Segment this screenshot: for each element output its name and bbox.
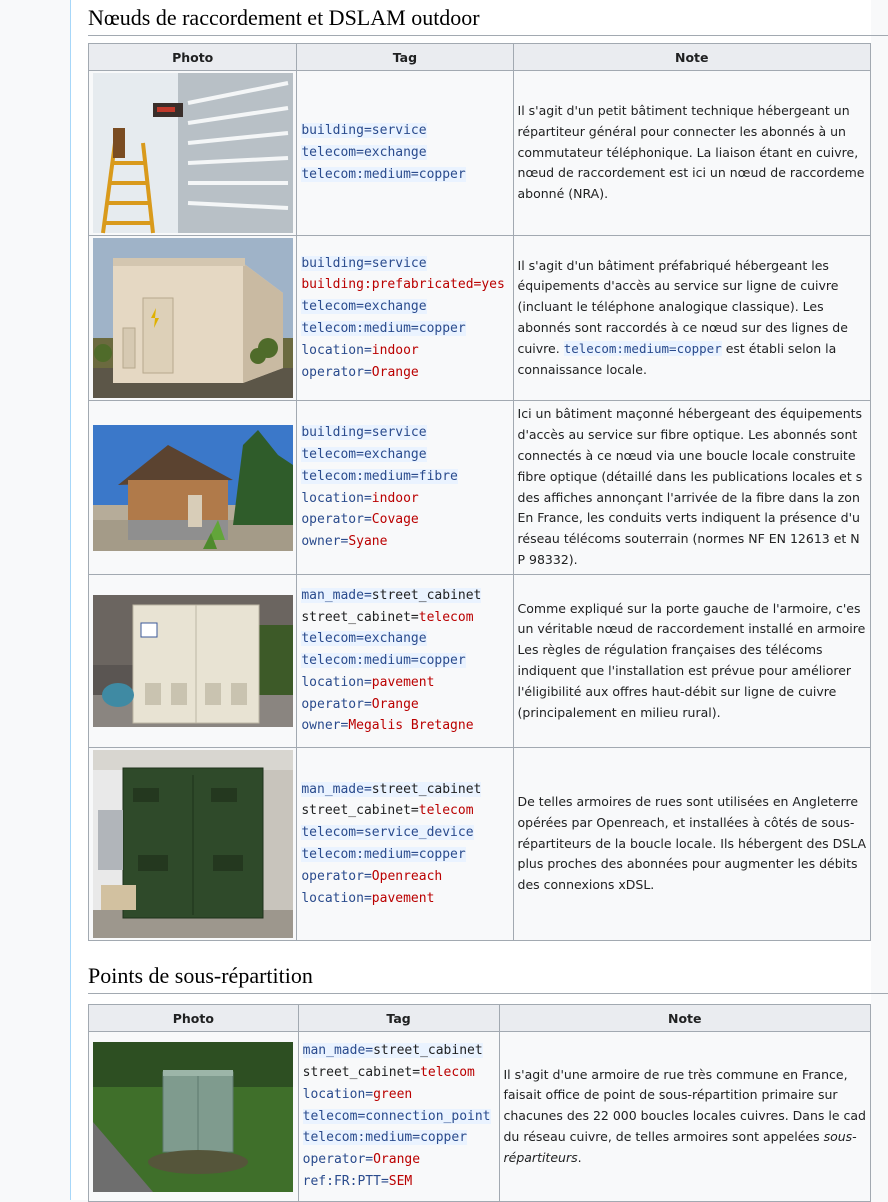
tag-key[interactable]: telecom:medium — [301, 321, 411, 336]
note-line: abonné (NRA). — [517, 186, 609, 202]
note-cell — [513, 71, 870, 236]
tag-key[interactable]: telecom — [301, 631, 357, 647]
tag-cell: man_made=street_cabinet street_cabinet=telecom telecom=exchange telecom:medium=copper location=pavement operator=Orange owner=Megalis Bretagne — [297, 575, 513, 748]
note-line: chacunes des 22 000 boucles locales cuivres. Dans le cad — [503, 1108, 866, 1124]
note-line: indiquent que l'installation est prévue pour améliorer — [517, 663, 852, 678]
note-line: (incluant le téléphone analogique classique). Les — [517, 299, 824, 315]
note-line: répartiteurs. — [503, 1149, 582, 1165]
note-line: un véritable nœud de raccordement installé en armoire — [517, 621, 866, 637]
tag-key[interactable]: telecom:medium — [301, 166, 411, 182]
note-line: abonnés sont raccordés à ce nœud sur des lignes de — [517, 320, 848, 335]
tag-key[interactable]: telecom — [301, 145, 357, 161]
tag-value[interactable]: Syane — [348, 534, 388, 550]
photo-cell — [89, 236, 297, 401]
tag-key[interactable]: telecom — [302, 1108, 358, 1124]
tag-key[interactable]: owner — [301, 534, 341, 550]
note-line: opérées par Openreach, et installées à côtés de sous- — [517, 814, 855, 830]
tag-key[interactable]: building — [301, 255, 364, 271]
column-header-tag: Tag — [297, 44, 513, 71]
note-cell — [513, 401, 870, 575]
table-row — [89, 748, 871, 941]
tag-key[interactable]: man_made — [301, 781, 364, 797]
tag-value[interactable]: service_device — [363, 825, 474, 841]
note-cell — [513, 575, 870, 748]
note-line: commutateur téléphonique. La liaison étant en cuivre, — [517, 144, 859, 160]
tag-cell: building=service telecom=exchange telecom:medium=copper — [297, 71, 513, 236]
tag-value[interactable]: Megalis Bretagne — [348, 718, 474, 734]
note-line: fibre optique (détaillé dans les publications locales et s — [517, 468, 863, 484]
tag-key[interactable]: man_made — [302, 1043, 366, 1059]
tag-key[interactable]: building — [301, 425, 364, 441]
tag-value[interactable]: SEM — [388, 1173, 413, 1189]
note-line: Il s'agit d'un bâtiment préfabriqué hébergeant les — [517, 257, 829, 273]
tag-value[interactable]: green — [373, 1086, 413, 1102]
tag-key[interactable]: operator — [301, 364, 364, 380]
note-line: du réseau cuivre, de telles armoires sont appelées sous- — [503, 1128, 857, 1144]
tag-value[interactable]: indoor — [371, 490, 419, 506]
tag-value[interactable]: connection_point — [365, 1108, 491, 1124]
tag-value[interactable]: exchange — [363, 145, 427, 161]
note-line: (principalement en milieu rural). — [517, 704, 721, 720]
column-header-tag: Tag — [298, 1005, 499, 1032]
tag-key[interactable]: street_cabinet — [301, 609, 411, 625]
section-heading-nra: Nœuds de raccordement et DSLAM outdoor — [88, 4, 888, 36]
column-header-photo: Photo — [89, 1005, 299, 1032]
table-row — [89, 575, 871, 748]
note-line: Il s'agit d'une armoire de rue très commune en France, — [503, 1066, 848, 1082]
tag-key[interactable]: telecom — [301, 825, 357, 841]
note-line: des affiches annonçant l'arrivée de la fibre dans la zon — [517, 489, 860, 505]
note-cell — [499, 1032, 871, 1202]
tag-key[interactable]: location — [301, 890, 364, 906]
tag-key[interactable]: man_made — [301, 587, 364, 603]
wooden-building-photo[interactable] — [93, 425, 293, 551]
tag-value[interactable]: exchange — [363, 446, 427, 462]
tag-value[interactable]: Orange — [371, 364, 419, 380]
tag-key[interactable]: operator — [301, 868, 364, 884]
note-line: nœud de raccordement est ici un nœud de raccordeme — [517, 165, 865, 181]
tag-key[interactable]: telecom:medium — [301, 847, 411, 862]
photo-cell — [89, 575, 297, 748]
note-line: l'éligibilité aux offres haut-débit sur ligne de cuivre — [517, 683, 837, 699]
note-line: faisait office de point de sous-répartition primaire sur — [503, 1087, 838, 1103]
note-line: plus proches des abonnées pour augmenter les débits — [517, 856, 858, 872]
tag-value[interactable]: pavement — [371, 674, 435, 690]
tag-value[interactable]: Covage — [371, 512, 419, 528]
prefab-building-photo[interactable] — [93, 238, 293, 398]
note-line: Comme expliqué sur la porte gauche de l'armoire, c'es — [517, 600, 861, 616]
tag-key[interactable]: operator — [301, 696, 364, 712]
tag-value[interactable]: service — [371, 425, 427, 441]
tag-value[interactable]: copper — [418, 166, 466, 182]
beige-cabinet-photo[interactable] — [93, 595, 293, 727]
tag-cell: building=service building:prefabricated=yes telecom=exchange telecom:medium=copper location=indoor operator=Orange — [297, 236, 513, 401]
table-row — [89, 401, 871, 575]
note-line: cuivre. telecom:medium=copper est établi selon la — [517, 340, 837, 356]
tag-value[interactable]: street_cabinet — [371, 587, 482, 603]
note-line: répartiteurs de la boucle locale. Ils hébergent des DSLA — [517, 835, 866, 851]
note-line: répartiteur général pour connecter les abonnés à un — [517, 123, 846, 139]
tag-value[interactable]: service — [371, 123, 427, 139]
photo-cell — [89, 1032, 299, 1202]
tag-value[interactable]: telecom — [418, 609, 474, 625]
tag-key[interactable]: owner — [301, 718, 341, 734]
note-line: P 98332). — [517, 551, 578, 567]
exchange-room-photo[interactable] — [93, 73, 293, 233]
column-header-note: Note — [499, 1005, 871, 1032]
note-line: Les règles de régulation françaises des télécoms — [517, 642, 823, 658]
tag-value[interactable]: Openreach — [371, 868, 443, 884]
photo-cell — [89, 748, 297, 941]
note-line: des connexions xDSL. — [517, 877, 655, 893]
note-line: connaissance locale. — [517, 361, 647, 377]
note-line: En France, les conduits verts indiquent la présence d'u — [517, 510, 860, 526]
tag-cell: building=service telecom=exchange telecom:medium=fibre location=indoor operator=Covage owner=Syane — [297, 401, 513, 575]
tag-value[interactable]: fibre — [418, 468, 458, 484]
tag-value[interactable]: street_cabinet — [371, 781, 482, 797]
tag-value[interactable]: telecom — [418, 803, 474, 819]
tag-key[interactable]: location — [301, 342, 364, 358]
column-header-note: Note — [513, 44, 870, 71]
tag-key[interactable]: location — [301, 490, 364, 506]
note-line: équipements d'accès au service sur ligne de cuivre — [517, 278, 839, 294]
tag-key[interactable]: operator — [302, 1152, 366, 1168]
tag-key[interactable]: telecom:medium — [302, 1130, 413, 1146]
tag-cell: man_made=street_cabinet street_cabinet=telecom location=green telecom=connection_point telecom:medium=copper operator=Orange ref:FR:PTT=SEM — [298, 1032, 499, 1202]
page-content — [71, 0, 871, 1200]
tag-value[interactable]: copper — [418, 847, 466, 862]
tag-key[interactable]: telecom — [301, 299, 357, 315]
tag-value[interactable]: street_cabinet — [373, 1043, 483, 1059]
tag-key[interactable]: street_cabinet — [301, 803, 411, 819]
tag-cell: man_made=street_cabinet street_cabinet=telecom telecom=service_device telecom:medium=copper operator=Openreach location=pavement — [297, 748, 513, 941]
green-cabinet-photo[interactable] — [93, 750, 293, 938]
note-cell — [513, 748, 870, 941]
tag-value[interactable]: exchange — [363, 631, 427, 647]
tag-key[interactable]: building:prefabricated — [301, 277, 474, 293]
photo-cell — [89, 71, 297, 236]
tag-value[interactable]: copper — [418, 653, 466, 669]
note-cell — [513, 236, 870, 401]
note-line: Ici un bâtiment maçonné hébergeant des équipements — [517, 406, 863, 422]
column-header-photo: Photo — [89, 44, 297, 71]
note-line: réseau télécoms souterrain (normes NF EN 12613 et N — [517, 531, 860, 547]
tag-value[interactable]: Orange — [371, 696, 419, 712]
tag-value[interactable]: exchange — [363, 299, 427, 315]
section-heading-sous-repartition: Points de sous-répartition — [88, 962, 888, 994]
inline-tag-code[interactable]: telecom:medium=copper — [563, 340, 722, 356]
tag-key[interactable]: location — [301, 674, 364, 690]
left-sidebar — [0, 0, 71, 1200]
tag-value[interactable]: copper — [418, 321, 466, 336]
tag-value[interactable]: copper — [420, 1130, 468, 1146]
note-line: De telles armoires de rues sont utilisées en Angleterre — [517, 794, 859, 809]
table-row — [89, 236, 871, 401]
table-row — [89, 1032, 871, 1202]
sub-distribution-cabinet-photo[interactable] — [93, 1042, 293, 1192]
table-row — [89, 71, 871, 236]
photo-cell — [89, 401, 297, 575]
note-line: d'accès au service sur fibre optique. Les abonnés sont — [517, 427, 858, 443]
sous-repartition-table — [88, 1004, 871, 1202]
tag-value[interactable]: yes — [481, 277, 505, 293]
note-line: Il s'agit d'un petit bâtiment technique hébergeant un — [517, 103, 850, 118]
tag-value[interactable]: pavement — [371, 890, 435, 906]
nra-table — [88, 43, 871, 941]
tag-value[interactable]: Orange — [373, 1152, 421, 1168]
tag-key[interactable]: building — [301, 123, 364, 139]
tag-value[interactable]: telecom — [420, 1065, 475, 1080]
tag-value[interactable]: indoor — [371, 342, 419, 358]
tag-key[interactable]: location — [302, 1086, 366, 1102]
note-line: connectés à ce nœud via une boucle locale construite — [517, 447, 856, 463]
tag-key[interactable]: telecom:medium — [301, 653, 411, 669]
tag-key[interactable]: street_cabinet — [302, 1065, 413, 1080]
tag-key[interactable]: ref:FR:PTT — [302, 1173, 381, 1189]
tag-value[interactable]: service — [371, 255, 427, 271]
tag-key[interactable]: telecom — [301, 446, 357, 462]
tag-key[interactable]: operator — [301, 512, 364, 528]
tag-key[interactable]: telecom:medium — [301, 468, 411, 484]
